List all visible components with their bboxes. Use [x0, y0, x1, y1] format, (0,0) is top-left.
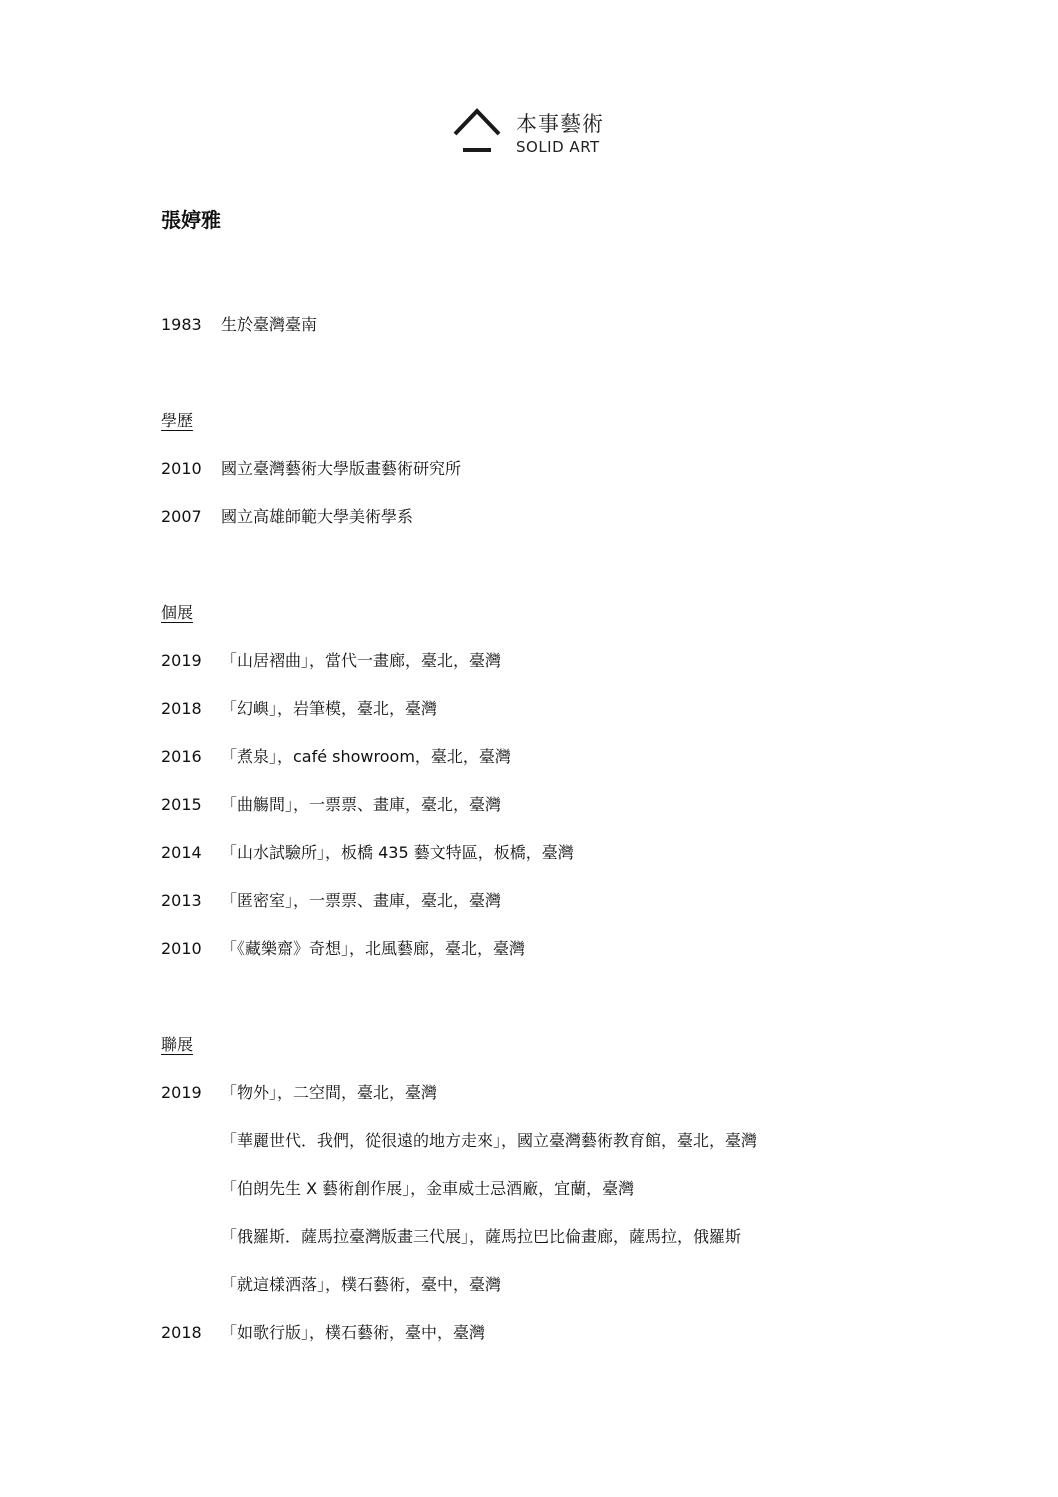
- entry-year: 2007: [161, 507, 202, 526]
- group-row-text: 「俄羅斯．薩馬拉臺灣版畫三代展」，薩馬拉巴比倫畫廊，薩馬拉，俄羅斯: [221, 1227, 742, 1246]
- group-row: [161, 1320, 485, 1343]
- entry-year: 2018: [161, 1323, 202, 1342]
- entry-year: 2019: [161, 1083, 202, 1102]
- group-row-text: 「華麗世代．我們，從很遠的地方走來」，國立臺灣藝術教育館，臺北，臺灣: [221, 1131, 758, 1150]
- entry-year: 2010: [161, 939, 202, 958]
- entry-text: 「幻嶼」，岩筆模，臺北，臺灣: [221, 699, 438, 718]
- entry-text: 「如歌行版」，樸石藝術，臺中，臺灣: [221, 1323, 486, 1342]
- group-row-text: 「就這樣洒落」，樸石藝術，臺中，臺灣: [221, 1275, 502, 1294]
- solo-row: [161, 792, 501, 815]
- entry-year: 2016: [161, 747, 202, 766]
- solo-row: [161, 840, 574, 863]
- entry-text: 「山水試驗所」，板橋 435 藝文特區，板橋，臺灣: [221, 843, 574, 862]
- entry-year: 2010: [161, 459, 202, 478]
- solo-row: [161, 696, 437, 719]
- entry-text: 「曲觴間」，一票票、畫庫，臺北，臺灣: [221, 795, 502, 814]
- education-heading: 學歷: [161, 411, 194, 430]
- group-row: [161, 1080, 437, 1103]
- solo-row: [161, 888, 501, 911]
- solo-row: [161, 744, 511, 767]
- entry-year: 2018: [161, 699, 202, 718]
- birth-year: 1983: [161, 315, 202, 334]
- entry-text: 「《藏樂齋》奇想」，北風藝廊，臺北，臺灣: [221, 939, 526, 958]
- roof-logo-icon: [452, 108, 502, 156]
- entry-year: 2014: [161, 843, 202, 862]
- logo-name-english: SOLID ART: [516, 138, 600, 156]
- artist-name: 張婷雅: [161, 208, 221, 232]
- logo-name-chinese: 本事藝術: [516, 112, 604, 136]
- entry-year: 2013: [161, 891, 202, 910]
- education-row: [161, 504, 413, 527]
- birth-text: 生於臺灣臺南: [221, 315, 318, 334]
- entry-text: 「匿密室」，一票票、畫庫，臺北，臺灣: [221, 891, 502, 910]
- solo-row: [161, 936, 525, 959]
- entry-text: 「煮泉」，café showroom，臺北，臺灣: [221, 747, 511, 766]
- education-row: [161, 456, 461, 479]
- entry-text: 「物外」，二空間，臺北，臺灣: [221, 1083, 438, 1102]
- group-row-text: 「伯朗先生 X 藝術創作展」，金車威士忌酒廠，宜蘭，臺灣: [221, 1179, 635, 1198]
- birth-row: [161, 312, 317, 335]
- solo-row: [161, 648, 501, 671]
- entry-year: 2019: [161, 651, 202, 670]
- logo: [452, 106, 622, 158]
- solo-heading: 個展: [161, 603, 194, 622]
- entry-text: 國立高雄師範大學美術學系: [221, 507, 414, 526]
- entry-text: 國立臺灣藝術大學版畫藝術研究所: [221, 459, 462, 478]
- group-heading: 聯展: [161, 1035, 194, 1054]
- entry-year: 2015: [161, 795, 202, 814]
- entry-text: 「山居褶曲」，當代一畫廊，臺北，臺灣: [221, 651, 502, 670]
